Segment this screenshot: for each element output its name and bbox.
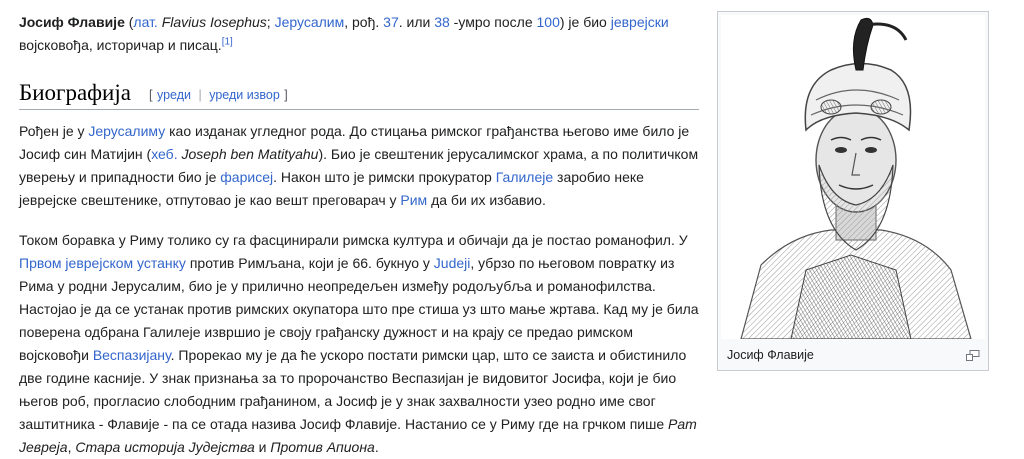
- lat-abbreviation-link[interactable]: лат.: [133, 14, 158, 30]
- para-text: као изданак угледног рода. До стицања римског грађанства његово име било је Јосиф син Матијин (: [19, 123, 690, 162]
- edit-divider: |: [198, 88, 202, 102]
- para-text: да би их избавио.: [427, 192, 546, 208]
- article-subject-name: Јосиф Флавије: [19, 14, 125, 30]
- judea-link[interactable]: Judeji: [433, 255, 471, 271]
- hebrew-name: Joseph ben Matityahu: [177, 146, 319, 162]
- portrait-engraving: [721, 15, 985, 339]
- work-title-2: Стара историја Јудејства: [75, 439, 255, 455]
- para-text: Током боравка у Риму толико су га фасцинирали римска култура и обичаји да је постао романофил. У: [19, 232, 688, 248]
- work-title-3: Против Апиона: [270, 439, 375, 455]
- galilee-link[interactable]: Галилеје: [495, 169, 554, 185]
- pharisee-link[interactable]: фарисеј: [220, 169, 274, 185]
- para-text: против Римљана, који је 66. букнуо у: [185, 255, 434, 271]
- lead-text: . или: [398, 14, 435, 30]
- vespasian-link[interactable]: Веспазијану: [92, 347, 171, 363]
- year-100-link[interactable]: 100: [536, 14, 560, 30]
- lead-paragraph: [19, 11, 699, 57]
- edit-source-link[interactable]: уреди извор: [209, 88, 280, 102]
- jerusalem-link[interactable]: Јерусалим: [274, 14, 345, 30]
- latin-name: Flavius Iosephus: [161, 14, 267, 30]
- para-text: ). Био је свештеник јерусалимског храма, а по политичком уверењу и припадности био је: [19, 146, 699, 185]
- para-text: .: [374, 439, 379, 455]
- hebrew-abbreviation-link[interactable]: хеб.: [151, 146, 178, 162]
- para-text: заробио неке јеврејске свештенике, отпутовао је као вешт преговарач у: [19, 169, 644, 208]
- para-text: . Након што је римски прокуратор: [273, 169, 496, 185]
- portrait-thumbnail: [717, 11, 989, 371]
- para-text: и: [254, 439, 271, 455]
- reference-1-link[interactable]: [1]: [221, 36, 233, 48]
- lead-text: ) је био: [559, 14, 611, 30]
- biography-heading-bar: [19, 77, 699, 110]
- biography-paragraph-2: [19, 229, 699, 459]
- thumbnail-caption: Јосиф Флавије: [727, 348, 814, 362]
- edit-link[interactable]: уреди: [156, 88, 191, 102]
- para-text: , убрзо по његовом повратку из Рима у родни Јерусалим, био је у прилично неопредељен између родољубља и романофилства. Настојао је да се устанак против римских окупатора што пре стиша уз што мање жртава. Кад му је била поверена одбрана Галилеје извршио је своју грађанску дужност и на крају се предао римском војсковођи: [19, 255, 699, 363]
- para-text: Рођен је у: [19, 123, 89, 139]
- para-text: ,: [67, 439, 76, 455]
- lead-text: (: [124, 14, 134, 30]
- jewish-link[interactable]: јеврејски: [610, 14, 669, 30]
- enlarge-icon[interactable]: [966, 350, 980, 361]
- year-38-link[interactable]: 38: [434, 14, 450, 30]
- edit-section-links: [149, 88, 288, 102]
- year-37-link[interactable]: 37: [383, 14, 399, 30]
- bracket-open: [: [149, 88, 153, 102]
- rome-link[interactable]: Рим: [400, 192, 428, 208]
- portrait-image[interactable]: [721, 15, 985, 339]
- lead-text: -умро после: [449, 14, 537, 30]
- para-text: . Прорекао му је да ће ускоро постати римски цар, што се заиста и обистинило две године касније. У знак признања за то пророчанство Веспазијан је видовитог Јосифа, који је био његов роб, прогласио слободним грађанином, а Јосиф је у знак захвалности узео родно име свог заштитника - Флавије - па се отада назива Јосиф Флавије. Настанио се у Риму где на грчком пише: [19, 347, 687, 432]
- section-heading-biography: Биографија: [19, 80, 131, 105]
- lead-text: ;: [266, 14, 275, 30]
- jerusalem-link-2[interactable]: Јерусалиму: [88, 123, 166, 139]
- first-jewish-revolt-link[interactable]: Првом јеврејском устанку: [19, 255, 186, 271]
- lead-text: војсковођа, историчар и писац.: [19, 37, 222, 53]
- biography-paragraph-1: [19, 120, 699, 212]
- lead-text: , рођ.: [344, 14, 384, 30]
- work-title-1: Рат Јевреја: [19, 416, 697, 455]
- bracket-close: ]: [284, 88, 288, 102]
